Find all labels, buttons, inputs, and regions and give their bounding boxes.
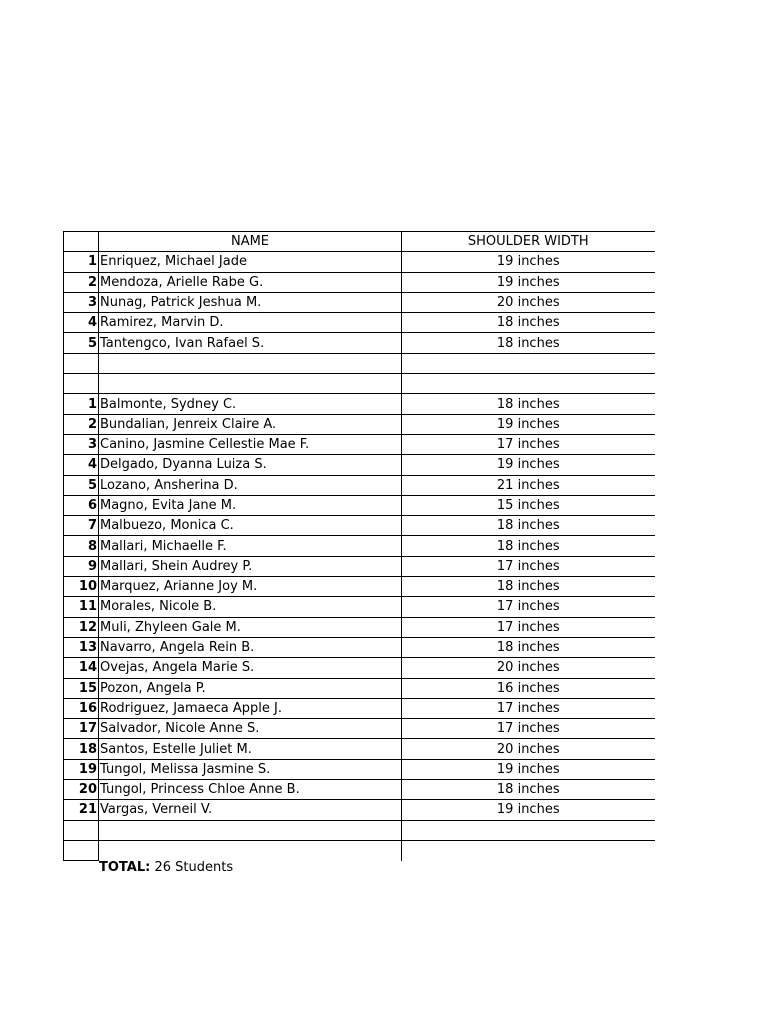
table-row [64, 272, 655, 292]
row-number-cell [64, 353, 99, 373]
table-row [64, 455, 655, 475]
row-number-cell: 3 [64, 292, 99, 312]
row-number-cell: 20 [64, 780, 99, 800]
row-number-cell: 8 [64, 536, 99, 556]
shoulder-width-cell: 20 inches [402, 658, 655, 678]
table-row [64, 759, 655, 779]
shoulder-width-cell: 20 inches [402, 292, 655, 312]
total-line [99, 858, 233, 877]
student-name-cell: Tungol, Melissa Jasmine S. [99, 759, 402, 779]
shoulder-width-cell: 17 inches [402, 617, 655, 637]
table-row [64, 333, 655, 353]
shoulder-width-cell [402, 374, 655, 394]
row-number-cell: 4 [64, 455, 99, 475]
row-number-cell: 3 [64, 434, 99, 454]
header-number-cell [64, 232, 99, 252]
shoulder-width-cell: 17 inches [402, 434, 655, 454]
table-row [64, 414, 655, 434]
student-name-cell: Enriquez, Michael Jade [99, 252, 402, 272]
student-name-cell: Ovejas, Angela Marie S. [99, 658, 402, 678]
shoulder-width-cell: 19 inches [402, 455, 655, 475]
row-number-cell: 10 [64, 577, 99, 597]
total-label: TOTAL: [99, 860, 151, 875]
row-number-cell: 14 [64, 658, 99, 678]
student-name-cell: Magno, Evita Jane M. [99, 495, 402, 515]
students-table [63, 231, 655, 861]
row-number-cell: 16 [64, 698, 99, 718]
table-row [64, 739, 655, 759]
student-name-cell: Santos, Estelle Juliet M. [99, 739, 402, 759]
row-number-cell: 7 [64, 516, 99, 536]
table-row [64, 556, 655, 576]
row-number-cell: 17 [64, 719, 99, 739]
student-name-cell: Lozano, Ansherina D. [99, 475, 402, 495]
header-shoulder-width-cell: SHOULDER WIDTH [402, 232, 655, 252]
table-row [64, 374, 655, 394]
student-name-cell: Balmonte, Sydney C. [99, 394, 402, 414]
shoulder-width-cell: 18 inches [402, 313, 655, 333]
student-name-cell [99, 374, 402, 394]
row-number-cell: 12 [64, 617, 99, 637]
shoulder-width-cell: 17 inches [402, 719, 655, 739]
row-number-cell: 11 [64, 597, 99, 617]
row-number-cell: 5 [64, 475, 99, 495]
shoulder-width-cell: 19 inches [402, 252, 655, 272]
table-row [64, 577, 655, 597]
student-name-cell: Mallari, Shein Audrey P. [99, 556, 402, 576]
shoulder-width-cell: 18 inches [402, 637, 655, 657]
student-name-cell: Tantengco, Ivan Rafael S. [99, 333, 402, 353]
row-number-cell: 1 [64, 252, 99, 272]
table-row [64, 516, 655, 536]
shoulder-width-cell: 19 inches [402, 414, 655, 434]
row-number-cell: 4 [64, 313, 99, 333]
table-row [64, 434, 655, 454]
row-number-cell [64, 840, 99, 860]
row-number-cell: 19 [64, 759, 99, 779]
table-row [64, 475, 655, 495]
row-number-cell [64, 374, 99, 394]
student-name-cell: Mendoza, Arielle Rabe G. [99, 272, 402, 292]
table-header-row [64, 232, 655, 252]
student-name-cell: Muli, Zhyleen Gale M. [99, 617, 402, 637]
shoulder-width-cell: 20 inches [402, 739, 655, 759]
shoulder-width-cell: 17 inches [402, 556, 655, 576]
shoulder-width-cell: 19 inches [402, 759, 655, 779]
student-name-cell: Rodriguez, Jamaeca Apple J. [99, 698, 402, 718]
row-number-cell: 1 [64, 394, 99, 414]
row-number-cell: 13 [64, 637, 99, 657]
shoulder-width-cell: 18 inches [402, 577, 655, 597]
shoulder-width-cell: 19 inches [402, 272, 655, 292]
student-name-cell [99, 820, 402, 840]
student-name-cell: Mallari, Michaelle F. [99, 536, 402, 556]
student-name-cell: Tungol, Princess Chloe Anne B. [99, 780, 402, 800]
shoulder-width-cell [402, 353, 655, 373]
table-row [64, 698, 655, 718]
row-number-cell: 15 [64, 678, 99, 698]
row-number-cell: 5 [64, 333, 99, 353]
shoulder-width-cell: 18 inches [402, 516, 655, 536]
table-row [64, 719, 655, 739]
shoulder-width-cell: 21 inches [402, 475, 655, 495]
shoulder-width-cell: 15 inches [402, 495, 655, 515]
table-row [64, 252, 655, 272]
student-name-cell: Pozon, Angela P. [99, 678, 402, 698]
table-row [64, 678, 655, 698]
shoulder-width-cell: 18 inches [402, 394, 655, 414]
row-number-cell: 9 [64, 556, 99, 576]
table-row [64, 353, 655, 373]
row-number-cell: 6 [64, 495, 99, 515]
student-name-cell: Nunag, Patrick Jeshua M. [99, 292, 402, 312]
row-number-cell [64, 820, 99, 840]
student-name-cell: Canino, Jasmine Cellestie Mae F. [99, 434, 402, 454]
shoulder-width-cell [402, 820, 655, 840]
table-row [64, 800, 655, 820]
shoulder-width-cell: 18 inches [402, 536, 655, 556]
student-name-cell: Navarro, Angela Rein B. [99, 637, 402, 657]
shoulder-width-cell: 17 inches [402, 698, 655, 718]
shoulder-width-cell [402, 840, 655, 860]
shoulder-width-cell: 16 inches [402, 678, 655, 698]
table-row [64, 637, 655, 657]
student-name-cell: Salvador, Nicole Anne S. [99, 719, 402, 739]
row-number-cell: 2 [64, 272, 99, 292]
student-name-cell: Ramirez, Marvin D. [99, 313, 402, 333]
student-name-cell: Marquez, Arianne Joy M. [99, 577, 402, 597]
row-number-cell: 2 [64, 414, 99, 434]
student-name-cell [99, 353, 402, 373]
total-value: 26 Students [154, 860, 234, 875]
student-name-cell: Delgado, Dyanna Luiza S. [99, 455, 402, 475]
row-number-cell: 18 [64, 739, 99, 759]
table-row [64, 292, 655, 312]
header-name-cell: NAME [99, 232, 402, 252]
student-name-cell: Bundalian, Jenreix Claire A. [99, 414, 402, 434]
students-table-body [64, 232, 655, 861]
table-row [64, 536, 655, 556]
shoulder-width-cell: 18 inches [402, 333, 655, 353]
table-row [64, 394, 655, 414]
shoulder-width-cell: 19 inches [402, 800, 655, 820]
table-row [64, 658, 655, 678]
table-row [64, 597, 655, 617]
table-row [64, 495, 655, 515]
table-row [64, 780, 655, 800]
table-row [64, 313, 655, 333]
shoulder-width-cell: 18 inches [402, 780, 655, 800]
student-name-cell: Morales, Nicole B. [99, 597, 402, 617]
shoulder-width-cell: 17 inches [402, 597, 655, 617]
student-name-cell: Malbuezo, Monica C. [99, 516, 402, 536]
row-number-cell: 21 [64, 800, 99, 820]
student-name-cell: Vargas, Verneil V. [99, 800, 402, 820]
table-row [64, 617, 655, 637]
table-row [64, 820, 655, 840]
